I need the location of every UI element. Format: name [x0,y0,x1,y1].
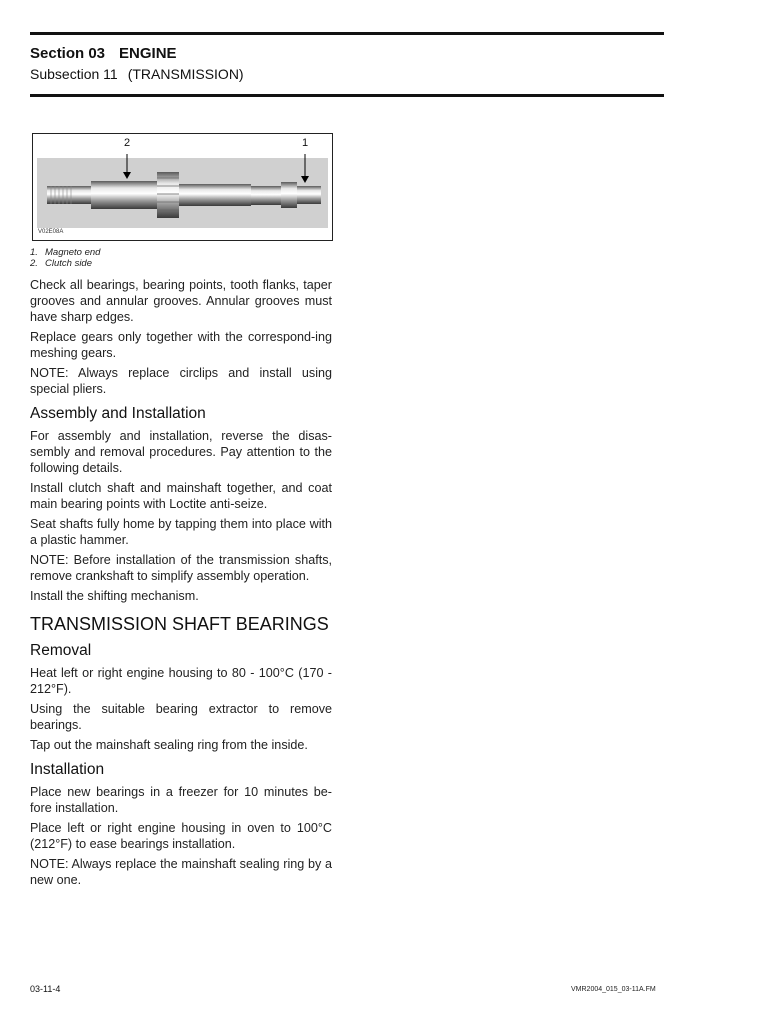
callout-2: 2 [124,137,131,149]
figure-legend [30,247,332,269]
header-bottom-rule [30,94,664,97]
paragraph: Install clutch shaft and mainshaft together, and coat main bearing points with Loctite anti-seize. [30,481,332,511]
subsection-title [30,66,244,82]
legend-item: 1. Magneto end [30,247,101,258]
paragraph: For assembly and installation, reverse the disas-sembly and removal procedures. Pay attention to the following details. [30,429,332,475]
paragraph: Place left or right engine housing in oven to 100°C (212°F) to ease bearings installation. [30,821,332,851]
subsection-number: Subsection 11 [30,66,118,82]
heading-installation: Installation [30,761,105,778]
paragraph: Heat left or right engine housing to 80 - 100°C (170 - 212°F). [30,666,332,696]
heading-bearings: TRANSMISSION SHAFT BEARINGS [30,614,329,634]
paragraph: Place new bearings in a freezer for 10 minutes be-fore installation. [30,785,332,815]
section-name: ENGINE [119,45,177,62]
paragraph: Replace gears only together with the correspond-ing meshing gears. [30,330,332,360]
legend-item: 2. Clutch side [30,258,92,269]
paragraph: Check all bearings, bearing points, tooth flanks, taper grooves and annular grooves. Annular grooves must have sharp edges. [30,278,332,324]
figure-code: V02E08A [38,229,64,235]
body-column [30,277,332,892]
header-top-rule [30,32,664,35]
heading-removal: Removal [30,642,92,659]
paragraph: Tap out the mainshaft sealing ring from the inside. [30,738,308,752]
note: NOTE: Always replace the mainshaft sealing ring by a new one. [30,857,332,887]
note: NOTE: Before installation of the transmission shafts, remove crankshaft to simplify assembly operation. [30,553,332,583]
subsection-name: (TRANSMISSION) [127,66,244,82]
section-number: Section 03 [30,45,106,62]
shaft-illustration [33,134,334,242]
paragraph: Install the shifting mechanism. [30,589,199,603]
file-reference: VMR2004_015_03-11A.FM [571,986,656,993]
note: NOTE: Always replace circlips and install using special pliers. [30,366,332,396]
page-number: 03-11-4 [30,984,61,994]
paragraph: Using the suitable bearing extractor to remove bearings. [30,702,332,732]
heading-assembly: Assembly and Installation [30,405,206,422]
shaft-figure [32,133,333,241]
paragraph: Seat shafts fully home by tapping them into place with a plastic hammer. [30,517,332,547]
section-title [30,45,177,62]
callout-1: 1 [302,137,309,149]
